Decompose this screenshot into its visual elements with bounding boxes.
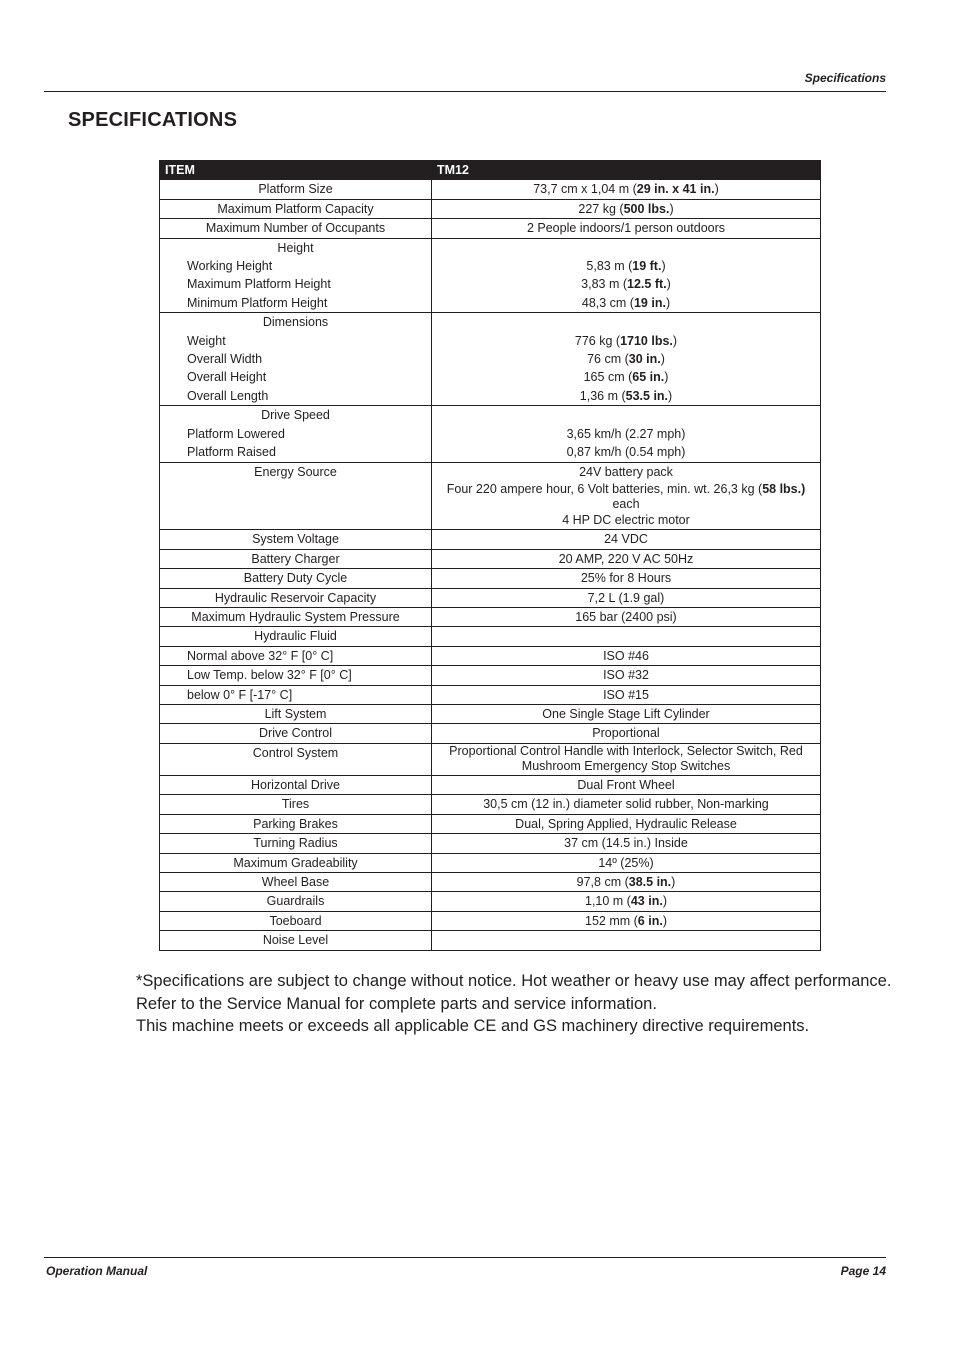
- sub-label: Platform Raised: [187, 445, 276, 460]
- row-label: Noise Level: [160, 931, 432, 950]
- sub-value: 165 cm (65 in.): [583, 370, 669, 385]
- row-value: 14º (25%): [432, 853, 821, 872]
- table-row: [160, 795, 821, 814]
- row-value: 30,5 cm (12 in.) diameter solid rubber, Non-marking: [432, 795, 821, 814]
- table-row-group-dimensions: [160, 313, 821, 406]
- row-label: Guardrails: [160, 892, 432, 911]
- table-row: [160, 646, 821, 665]
- row-label: Battery Charger: [160, 549, 432, 568]
- footer-manual-title: Operation Manual: [46, 1264, 148, 1278]
- notes-block: [136, 970, 896, 1038]
- row-label: Horizontal Drive: [160, 775, 432, 794]
- row-value: 227 kg (500 lbs.): [432, 199, 821, 218]
- sub-label: Overall Width: [187, 352, 263, 367]
- row-value: 1,10 m (43 in.): [432, 892, 821, 911]
- sub-label: Working Height: [187, 259, 273, 274]
- table-row: [160, 743, 821, 775]
- group-heading: Dimensions: [262, 315, 329, 330]
- sub-value: 76 cm (30 in.): [587, 352, 665, 367]
- row-value: [432, 313, 821, 406]
- group-heading: Height: [277, 240, 314, 255]
- row-value: Dual, Spring Applied, Hydraulic Release: [432, 814, 821, 833]
- table-row-group-drive-speed: [160, 406, 821, 462]
- page-title: SPECIFICATIONS: [68, 109, 238, 131]
- row-label: Maximum Number of Occupants: [160, 219, 432, 238]
- row-value: 7,2 L (1.9 gal): [432, 588, 821, 607]
- footer-page-number: Page 14: [840, 1264, 886, 1278]
- row-value: [432, 931, 821, 950]
- row-label: Wheel Base: [160, 872, 432, 891]
- row-label: Toeboard: [160, 911, 432, 930]
- row-label: [160, 238, 432, 313]
- row-value: [432, 238, 821, 313]
- row-label: Maximum Platform Capacity: [160, 199, 432, 218]
- table-row-energy-source: [160, 462, 821, 530]
- row-label: Normal above 32° F [0° C]: [160, 646, 432, 665]
- column-header-item: ITEM: [160, 161, 432, 180]
- row-label: Lift System: [160, 705, 432, 724]
- row-value: ISO #15: [432, 685, 821, 704]
- header-rule: [44, 91, 886, 92]
- note-service-manual: Refer to the Service Manual for complete parts and service information.: [136, 994, 657, 1013]
- row-label: Battery Duty Cycle: [160, 569, 432, 588]
- table-row: [160, 911, 821, 930]
- row-label: [160, 406, 432, 462]
- sub-value: 5,83 m (19 ft.): [586, 259, 666, 274]
- table-row: [160, 180, 821, 199]
- row-value: [432, 406, 821, 462]
- table-row: [160, 549, 821, 568]
- table-row-group-height: [160, 238, 821, 313]
- table-row: [160, 872, 821, 891]
- sub-value: 3,65 km/h (2.27 mph): [566, 426, 686, 441]
- row-label: Drive Control: [160, 724, 432, 743]
- table-row: [160, 814, 821, 833]
- row-value: Proportional: [432, 724, 821, 743]
- table-row: [160, 892, 821, 911]
- table-row: [160, 569, 821, 588]
- table-row: [160, 724, 821, 743]
- sub-label: Platform Lowered: [187, 426, 285, 441]
- table-row: [160, 627, 821, 646]
- row-label: Control System: [160, 743, 432, 775]
- sub-value: 776 kg (1710 lbs.): [574, 333, 678, 348]
- column-header-model: TM12: [432, 161, 821, 180]
- sub-label: Weight: [187, 333, 226, 348]
- row-label: Tires: [160, 795, 432, 814]
- table-row: [160, 588, 821, 607]
- table-row: [160, 931, 821, 950]
- sub-label: Overall Length: [187, 388, 269, 403]
- row-label: Maximum Gradeability: [160, 853, 432, 872]
- row-value: Proportional Control Handle with Interlock, Selector Switch, Red Mushroom Emergency Stop Switches: [432, 743, 821, 775]
- row-label: Low Temp. below 32° F [0° C]: [160, 666, 432, 685]
- sub-value: 48,3 cm (19 in.): [581, 295, 671, 310]
- sub-value: 3,83 m (12.5 ft.): [581, 277, 671, 292]
- row-label: below 0° F [-17° C]: [160, 685, 432, 704]
- row-value: 37 cm (14.5 in.) Inside: [432, 834, 821, 853]
- row-value: [432, 627, 821, 646]
- table-row: [160, 219, 821, 238]
- row-label: [160, 313, 432, 406]
- table-row: [160, 608, 821, 627]
- row-label: Energy Source: [160, 462, 432, 530]
- table-row: [160, 685, 821, 704]
- table-row: [160, 853, 821, 872]
- table-row: [160, 705, 821, 724]
- sub-value: Four 220 ampere hour, 6 Volt batteries, min. wt. 26,3 kg (58 lbs.) each 4 HP DC electric motor: [446, 481, 806, 527]
- table-row: [160, 530, 821, 549]
- running-header: Specifications: [804, 71, 886, 85]
- sub-label: Maximum Platform Height: [187, 277, 331, 292]
- row-label: Platform Size: [160, 180, 432, 199]
- sub-value: 1,36 m (53.5 in.): [579, 388, 673, 403]
- sub-value: 0,87 km/h (0.54 mph): [566, 445, 686, 460]
- row-value: 25% for 8 Hours: [432, 569, 821, 588]
- row-label: Hydraulic Reservoir Capacity: [160, 588, 432, 607]
- footer-rule: [44, 1257, 886, 1258]
- table-row: [160, 834, 821, 853]
- row-label: Hydraulic Fluid: [160, 627, 432, 646]
- row-label: Maximum Hydraulic System Pressure: [160, 608, 432, 627]
- row-value: 73,7 cm x 1,04 m (29 in. x 41 in.): [432, 180, 821, 199]
- sub-value: 24V battery pack: [579, 464, 673, 479]
- row-value: One Single Stage Lift Cylinder: [432, 705, 821, 724]
- table-row: [160, 775, 821, 794]
- group-heading: Drive Speed: [261, 408, 330, 423]
- row-value: 152 mm (6 in.): [432, 911, 821, 930]
- row-value: 24 VDC: [432, 530, 821, 549]
- row-value: 165 bar (2400 psi): [432, 608, 821, 627]
- row-value: Dual Front Wheel: [432, 775, 821, 794]
- table-row: [160, 666, 821, 685]
- row-value: ISO #32: [432, 666, 821, 685]
- sub-label: Minimum Platform Height: [187, 295, 328, 310]
- row-value: ISO #46: [432, 646, 821, 665]
- row-value: [432, 462, 821, 530]
- table-row: [160, 199, 821, 218]
- row-value: 2 People indoors/1 person outdoors: [432, 219, 821, 238]
- note-disclaimer: *Specifications are subject to change without notice. Hot weather or heavy use may affect performance.: [136, 972, 892, 990]
- row-label: Turning Radius: [160, 834, 432, 853]
- note-compliance: This machine meets or exceeds all applicable CE and GS machinery directive requirements.: [136, 1017, 810, 1036]
- row-value: 20 AMP, 220 V AC 50Hz: [432, 549, 821, 568]
- sub-label: Overall Height: [187, 370, 267, 385]
- row-value: 97,8 cm (38.5 in.): [432, 872, 821, 891]
- row-label: Parking Brakes: [160, 814, 432, 833]
- table-header-row: [160, 161, 821, 180]
- row-label: System Voltage: [160, 530, 432, 549]
- specifications-table: [159, 160, 821, 951]
